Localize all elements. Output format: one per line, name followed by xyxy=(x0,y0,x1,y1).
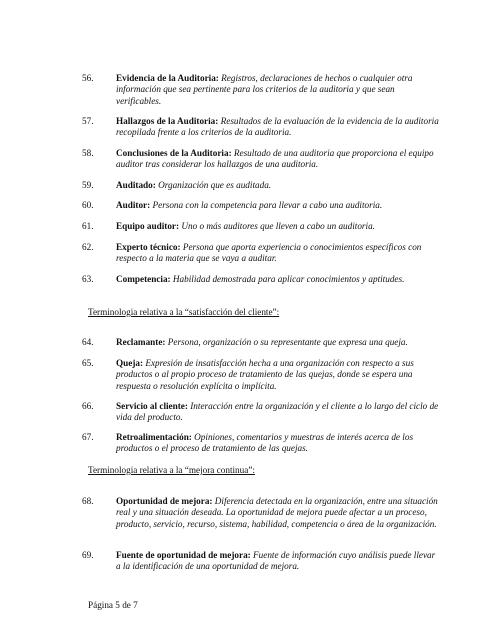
term-definition: Registros, declaraciones de hechos o cualquier otra información que sea pertinente para los criterios de la auditoria y que sean verificables. xyxy=(116,73,413,106)
section-heading-mejora: Terminologia relativa a la “mejora continua”: xyxy=(88,465,255,475)
item-number: 59. xyxy=(82,180,94,190)
term-definition: Expresión de insatisfacción hecha a una organización con respecto a sus productos o al propio proceso de tratamiento de las quejas, donde se espera una respuesta o resolución explícita o implícita. xyxy=(116,358,414,391)
term-name: Queja: xyxy=(116,358,144,368)
term-item-60 xyxy=(82,200,440,211)
term-definition: Resultado de una auditoria que proporciona el equipo auditor tras considerar los hallazgos de una auditoria. xyxy=(116,148,434,170)
term-name: Experto técnico: xyxy=(116,242,181,252)
term-item-59 xyxy=(82,180,440,191)
term-name: Hallazgos de la Auditoria: xyxy=(116,116,219,126)
item-number: 64. xyxy=(82,337,94,347)
page-footer: Página 5 de 7 xyxy=(88,600,138,610)
item-number: 56. xyxy=(82,73,94,83)
term-item-61 xyxy=(82,221,440,232)
item-number: 58. xyxy=(82,148,94,158)
term-item-64 xyxy=(82,337,440,348)
term-name: Conclusiones de la Auditoria: xyxy=(116,148,232,158)
item-number: 61. xyxy=(82,221,94,231)
term-definition: Diferencia detectada en la organización, entre una situación real y una situación deseada. La oportunidad de mejora puede afectar a un proceso, producto, servicio, recurso, sistema, habilidad, competencia o área de la organización. xyxy=(116,496,438,529)
term-name: Equipo auditor: xyxy=(116,221,180,231)
term-definition: Fuente de información cuyo análisis puede llevar a la identificación de una oportunidad de mejora. xyxy=(116,550,436,572)
item-number: 66. xyxy=(82,401,94,411)
term-definition: Persona, organización o su representante que expresa una queja. xyxy=(167,337,408,347)
term-item-62 xyxy=(82,242,440,265)
term-item-65 xyxy=(82,358,440,392)
term-name: Oportunidad de mejora: xyxy=(116,496,213,506)
section-heading-satisfaccion: Terminologia relativa a la “satisfacción del cliente”: xyxy=(88,307,280,317)
term-definition: Persona con la competencia para llevar a cabo una auditoria. xyxy=(152,200,383,210)
item-number: 68. xyxy=(82,496,94,506)
term-name: Competencia: xyxy=(116,274,171,284)
term-definition: Opiniones, comentarios y muestras de interés acerca de los productos o el proceso de tratamiento de las quejas. xyxy=(116,432,414,454)
term-name: Auditor: xyxy=(116,200,151,210)
term-item-66 xyxy=(82,401,440,424)
term-definition: Interacción entre la organización y el cliente a lo largo del ciclo de vida del producto. xyxy=(116,401,439,423)
item-number: 65. xyxy=(82,358,94,368)
term-definition: Organización que es auditada. xyxy=(158,180,272,190)
term-definition: Resultados de la evaluación de la evidencia de la auditoria recopilada frente a los criterios de la auditoria. xyxy=(116,116,439,138)
term-item-56 xyxy=(82,73,440,107)
item-number: 60. xyxy=(82,200,94,210)
term-name: Servicio al cliente: xyxy=(116,401,188,411)
item-number: 67. xyxy=(82,432,94,442)
item-number: 57. xyxy=(82,116,94,126)
term-item-63 xyxy=(82,274,440,285)
item-number: 69. xyxy=(82,550,94,560)
item-number: 62. xyxy=(82,242,94,252)
term-name: Auditado: xyxy=(116,180,156,190)
term-name: Reclamante: xyxy=(116,337,166,347)
term-definition: Persona que aporta experiencia o conocimientos específicos con respecto a la materia que se vaya a auditar. xyxy=(116,242,422,264)
term-item-67 xyxy=(82,432,440,455)
term-definition: Uno o más auditores que lleven a cabo un auditoria. xyxy=(181,221,375,231)
item-number: 63. xyxy=(82,274,94,284)
term-name: Evidencia de la Auditoria: xyxy=(116,73,219,83)
term-item-69 xyxy=(82,550,440,573)
term-name: Fuente de oportunidad de mejora: xyxy=(116,550,251,560)
term-item-68 xyxy=(82,496,440,530)
term-item-57 xyxy=(82,116,440,139)
term-item-58 xyxy=(82,148,440,171)
term-definition: Habilidad demostrada para aplicar conocimientos y aptitudes. xyxy=(172,274,405,284)
term-name: Retroalimentación: xyxy=(116,432,192,442)
